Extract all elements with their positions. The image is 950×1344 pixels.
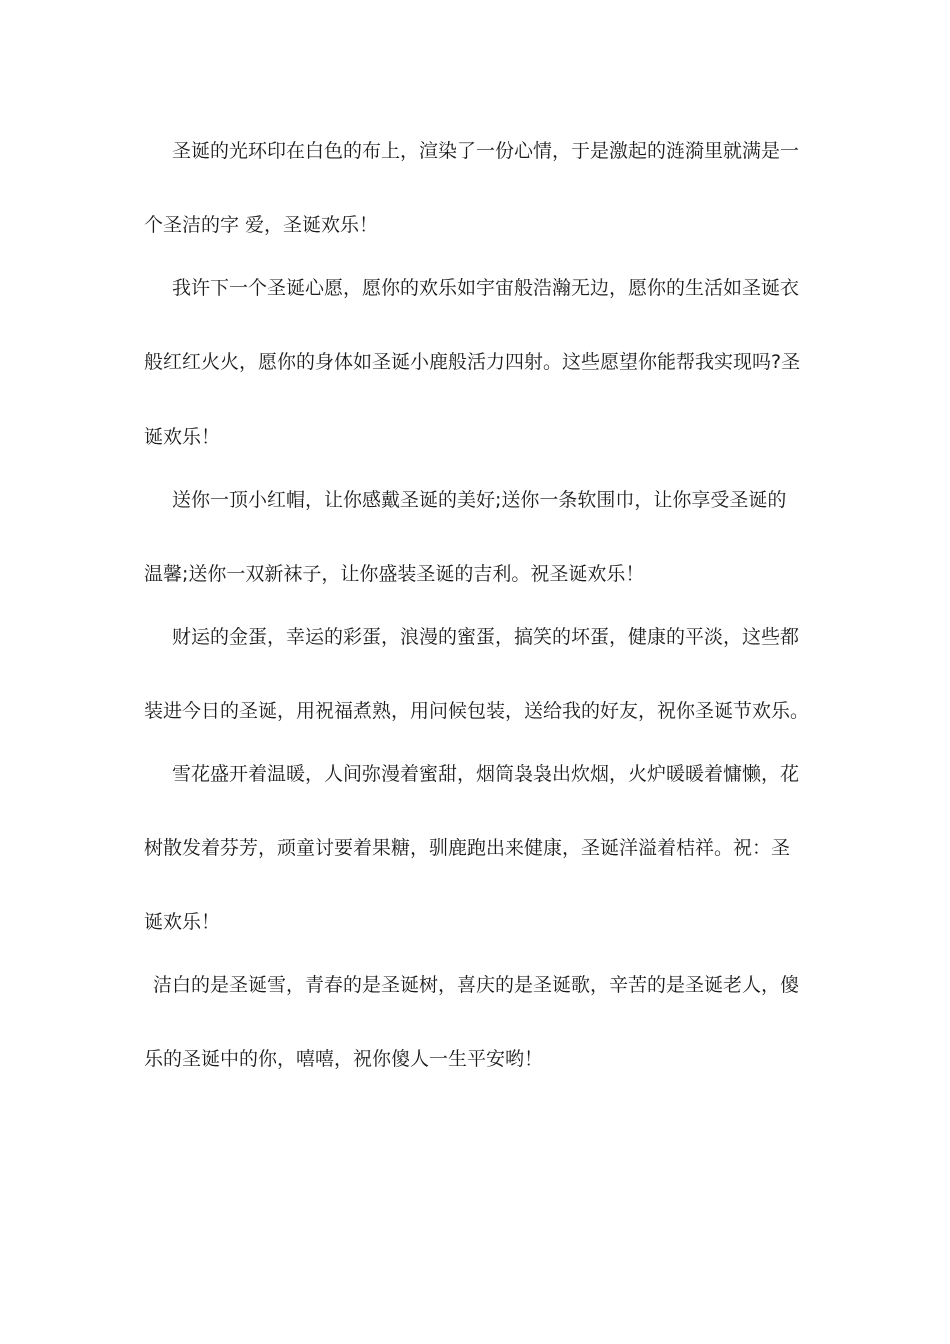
paragraph-2-line-3: 诞欢乐！ <box>144 426 221 448</box>
paragraph-4-line-1: 财运的金蛋，幸运的彩蛋，浪漫的蜜蛋，搞笑的坏蛋，健康的平淡，这些都 <box>172 626 800 648</box>
paragraph-6-line-2: 乐的圣诞中的你，嘻嘻，祝你傻人一生平安哟！ <box>144 1048 544 1070</box>
paragraph-5-line-3: 诞欢乐！ <box>144 911 221 933</box>
paragraph-1-line-1: 圣诞的光环印在白色的布上，渲染了一份心情，于是激起的涟漪里就满是一 <box>172 140 800 162</box>
paragraph-3-line-2: 温馨;送你一双新袜子，让你盛装圣诞的吉利。祝圣诞欢乐！ <box>144 563 645 585</box>
paragraph-1-line-2: 个圣洁的字 爱，圣诞欢乐！ <box>144 214 379 236</box>
paragraph-5-line-2: 树散发着芬芳，顽童讨要着果糖，驯鹿跑出来健康，圣诞洋溢着桔祥。祝：圣 <box>144 837 791 859</box>
paragraph-2-line-1: 我许下一个圣诞心愿，愿你的欢乐如宇宙般浩瀚无边，愿你的生活如圣诞衣 <box>172 277 800 299</box>
paragraph-5-line-1: 雪花盛开着温暖，人间弥漫着蜜甜，烟筒袅袅出炊烟，火炉暖暖着慵懒，花 <box>172 763 800 785</box>
paragraph-6-line-1: 洁白的是圣诞雪，青春的是圣诞树，喜庆的是圣诞歌，辛苦的是圣诞老人，傻 <box>153 974 800 996</box>
paragraph-4-line-2: 装进今日的圣诞，用祝福煮熟，用问候包装，送给我的好友，祝你圣诞节欢乐。 <box>144 700 810 722</box>
paragraph-2-line-2: 般红红火火，愿你的身体如圣诞小鹿般活力四射。这些愿望你能帮我实现吗?圣 <box>144 351 801 373</box>
paragraph-3-line-1: 送你一顶小红帽，让你感戴圣诞的美好;送你一条软围巾，让你享受圣诞的 <box>172 489 787 511</box>
